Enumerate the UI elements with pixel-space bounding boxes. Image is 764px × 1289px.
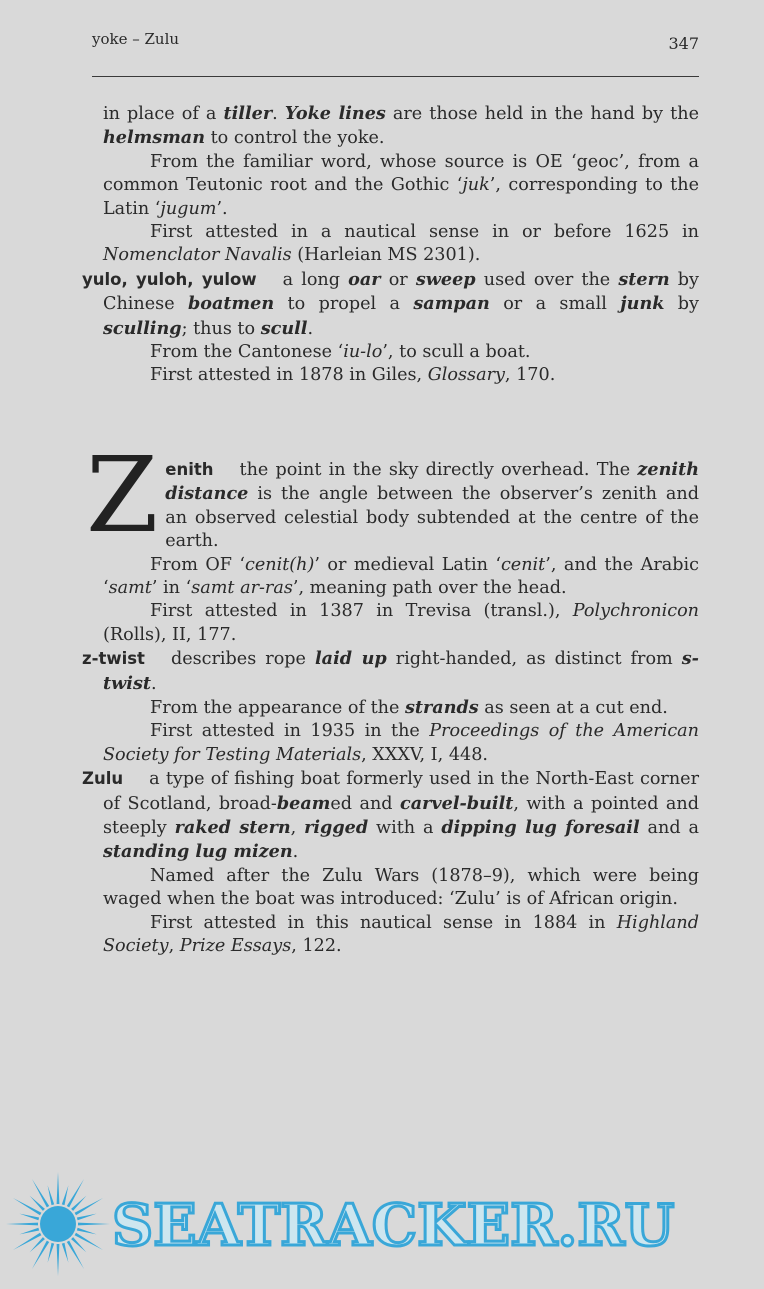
entry-yulo: yulo, yuloh, yulow a long oar or sweep used over the stern by Chinese boatmen to propel a sampan or a small junk by sculling; thus to scull. bbox=[82, 268, 700, 339]
dictionary-body bbox=[82, 102, 699, 958]
yulo-attestation: First attested in 1878 in Giles, Glossary, 170. bbox=[150, 365, 556, 386]
headword-zulu: Zulu bbox=[82, 769, 124, 789]
z-twist-attestation: First attested in 1935 in the Proceedings of the American Society for Testing Materials, XXXV, I, 448. bbox=[103, 721, 699, 765]
running-head: yoke – Zulu bbox=[92, 30, 180, 48]
zulu-etymology: Named after the Zulu Wars (1878–9), which were being waged when the boat was introduced: ‘Zulu’ is of African origin. bbox=[103, 865, 699, 910]
drop-cap-z: Z bbox=[86, 433, 159, 556]
watermark bbox=[0, 1170, 764, 1280]
zenith-attestation: First attested in 1387 in Trevisa (transl.), Polychronicon (Rolls), II, 177. bbox=[103, 601, 699, 645]
headword-zenith: enith bbox=[165, 459, 214, 479]
z-twist-etymology: From the appearance of the strands as seen at a cut end. bbox=[150, 696, 668, 718]
sun-icon bbox=[0, 1170, 120, 1280]
page-number: 347 bbox=[668, 34, 699, 53]
entry-z-twist: z-twist describes rope laid up right-handed, as distinct from s-twist. bbox=[82, 648, 699, 694]
entry-zulu: Zulu a type of fishing boat formerly used in the North-East corner of Scotland, broad-beamed and carvel-built, with a pointed and steeply raked stern, rigged with a dipping lug foresail and a standing lug mizen. bbox=[82, 769, 699, 863]
yulo-etymology: From the Cantonese ‘iu-lo’, to scull a boat. bbox=[150, 342, 531, 363]
yoke-attestation: First attested in a nautical sense in or before 1625 in Nomenclator Navalis (Harleian MS 2301). bbox=[103, 222, 699, 266]
headword-z-twist: z-twist bbox=[82, 649, 145, 669]
entry-zenith: Zenith the point in the sky directly overhead. The zenith distance is the angle between the observer’s zenith and an observed celestial body subtended at the centre of the earth. bbox=[86, 433, 699, 556]
zenith-etymology: From OF ‘cenit(h)’ or medieval Latin ‘cenit’, and the Arabic ‘samt’ in ‘samt ar-ras’, meaning path over the head. bbox=[103, 554, 699, 598]
yoke-etymology: From the familiar word, whose source is OE ‘geoc’, from a common Teutonic root and the Gothic ‘juk’, corresponding to the Latin ‘jugum’. bbox=[103, 151, 699, 219]
yoke-continuation: in place of a tiller. Yoke lines are those held in the hand by the helmsman to control the yoke. bbox=[103, 103, 699, 149]
header-rule bbox=[92, 76, 699, 77]
headword-yulo: yulo, yuloh, yulow bbox=[82, 269, 257, 289]
page-header bbox=[92, 30, 699, 54]
watermark-text: SEATRACKER.RU bbox=[112, 1192, 675, 1259]
zulu-attestation: First attested in this nautical sense in 1884 in Highland Society, Prize Essays, 122. bbox=[103, 912, 699, 956]
